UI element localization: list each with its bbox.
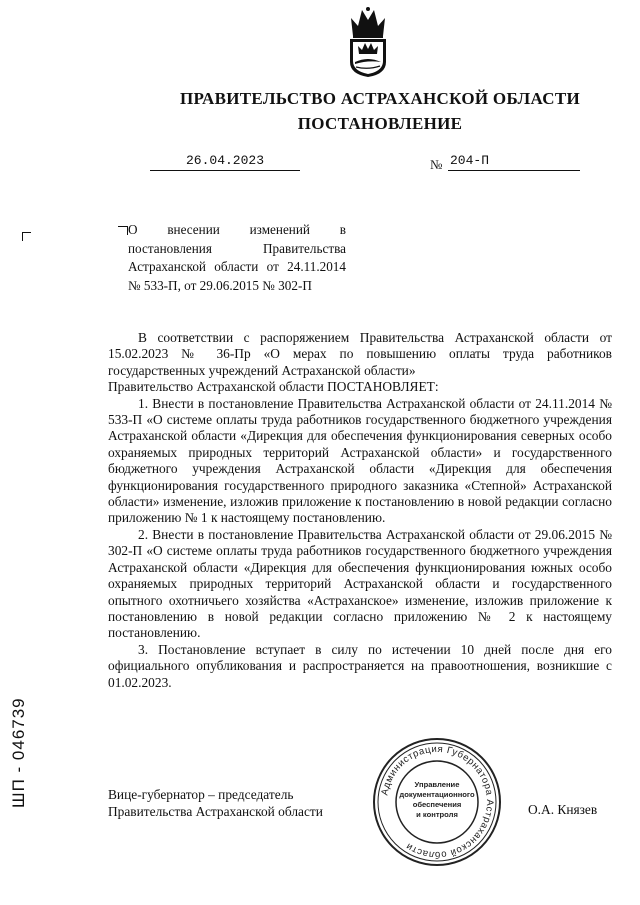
corner-mark-left [22,232,31,241]
number-underline [448,170,580,171]
document-date: 26.04.2023 [186,153,265,168]
official-stamp [370,735,504,869]
stamp-line-2: документационного [399,790,475,799]
signer-name: О.А. Князев [528,802,598,817]
number-sign: № [430,157,443,172]
stamp-line-4: и контроля [416,810,458,819]
document-type-title: ПОСТАНОВЛЕНИЕ [297,114,463,133]
preamble-paragraph: В соответствии с распоряжением Правительства Астраханской области от 15.02.2023 № 36-Пр «О мерах по повышению оплаты труда работников государственных учреждений Астраханской области» [108,330,612,378]
document-subject: О внесении изменений в постановления Правительства Астраханской области от 24.11.2014 № 533-П, от 29.06.2015 № 302-П [128,222,346,293]
decree-paragraph: Правительство Астраханской области ПОСТАНОВЛЯЕТ: [108,379,439,395]
coat-of-arms-icon [345,6,391,78]
item-2-paragraph: 2. Внести в постановление Правительства Астраханской области от 29.06.2015 № 302-П «О системе оплаты труда работников государственного бюджетного учреждения Астраханской области «Дирекция для обеспечения функционирования южных особо охраняемых природных территорий Астраханской области и государственного опытного охотничьего хозяйства «Астраханское» изменение, изложив приложение к постановлению в новой редакции согласно приложению № 2 к настоящему постановлению. [108,526,612,641]
stamp-line-1: Управление [414,780,460,789]
signer-position-line-1: Вице-губернатор – председатель [108,787,294,802]
item-1-paragraph: 1. Внести в постановление Правительства Астраханской области от 24.11.2014 № 533-П «О системе оплаты труда работников государственного бюджетного учреждения Астраханской области «Дирекция для обеспечения функционирования северных особо охраняемых природных территорий Астраханской области» и государственного бюджетного учреждения Астраханской области «Дирекция для обеспечения функционирования государственного природного заказника «Степной» Астраханской области» изменение, изложив приложение к постановлению в новой редакции согласно приложению № 1 к настоящему постановлению. [108,395,612,526]
item-3-paragraph: 3. Постановление вступает в силу по истечении 10 дней после дня его официального опубликования и распространяется на правоотношения, возникшие с 01.02.2023. [108,641,612,690]
document-body [108,330,612,691]
signer-position-line-2: Правительства Астраханской области [108,804,323,819]
corner-mark-right [118,226,128,235]
government-title: ПРАВИТЕЛЬСТВО АСТРАХАНСКОЙ ОБЛАСТИ [180,89,580,108]
side-registration-code: ШП - 046739 [9,697,28,808]
date-underline [150,170,300,171]
stamp-ring-text: Администрация Губернатора Астраханской области [379,743,496,861]
document-number: 204-П [450,153,490,168]
signer-position [108,786,368,820]
stamp-line-3: обеспечения [412,800,462,809]
